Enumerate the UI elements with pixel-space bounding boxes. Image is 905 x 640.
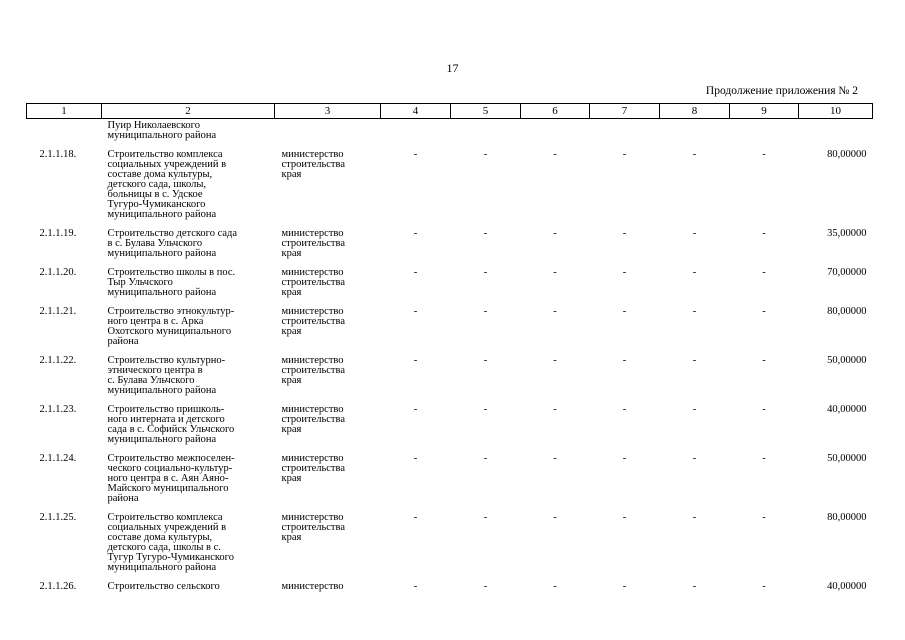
executor-line: края — [281, 287, 302, 298]
executor-line: края — [281, 532, 302, 543]
row-total: 50,00000 — [827, 355, 867, 366]
empty-cell — [381, 119, 451, 142]
executor-line: строительства — [281, 238, 346, 249]
executor-line: края — [281, 326, 302, 337]
dash-cell: - — [483, 228, 488, 239]
executor-line: строительства — [281, 414, 346, 425]
row-total: 40,00000 — [827, 581, 867, 592]
row-executor-cell — [275, 573, 381, 592]
name-line: Тугур Тугуро-Чумиканского — [107, 552, 234, 563]
continued-row — [27, 119, 873, 142]
name-line: муниципального района — [107, 385, 217, 396]
dash-cell: - — [413, 228, 418, 239]
name-line: района — [107, 336, 139, 347]
table-body — [27, 119, 873, 593]
executor-line: строительства — [281, 159, 346, 170]
executor-line: строительства — [281, 365, 346, 376]
table-row — [27, 141, 873, 220]
name-line: социальных учреждений в — [107, 159, 227, 170]
name-line: муниципального района — [107, 209, 217, 220]
row-number: 2.1.1.24. — [39, 453, 77, 464]
executor-line: министерство — [281, 228, 344, 239]
column-header: 8 — [660, 104, 730, 119]
row-executor-cell — [275, 298, 381, 347]
dash-cell: - — [483, 453, 488, 464]
name-line: Строительство сельского — [107, 581, 220, 592]
name-line: Тугуро-Чумиканского — [107, 199, 206, 210]
executor-line: края — [281, 424, 302, 435]
row-number: 2.1.1.18. — [39, 149, 77, 160]
name-line: ного центра в с. Аян Аяно- — [107, 473, 229, 484]
executor-line: министерство — [281, 149, 344, 160]
program-table — [26, 103, 873, 592]
table-row — [27, 396, 873, 445]
dash-cell: - — [483, 306, 488, 317]
dash-cell: - — [692, 267, 697, 278]
dash-cell: - — [762, 404, 766, 415]
name-line: Строительство этнокультур- — [107, 306, 235, 317]
executor-line: строительства — [281, 277, 346, 288]
dash-cell: - — [553, 355, 557, 366]
dash-cell: - — [483, 267, 488, 278]
dash-cell: - — [762, 228, 766, 239]
dash-cell: - — [483, 404, 488, 415]
table-row — [27, 504, 873, 573]
dash-cell: - — [622, 355, 627, 366]
empty-cell — [660, 119, 730, 142]
name-line: детского сада, школы в с. — [107, 542, 221, 553]
name-line: ного интерната и детского — [107, 414, 225, 425]
executor-line: министерство — [281, 355, 344, 366]
dash-cell: - — [483, 149, 488, 160]
name-line: детского сада, школы, — [107, 179, 207, 190]
row-number: 2.1.1.22. — [39, 355, 77, 366]
row-name-cell — [102, 298, 275, 347]
dash-cell: - — [553, 306, 557, 317]
name-line: муниципального района — [107, 562, 217, 573]
table-row — [27, 573, 873, 592]
row-number: 2.1.1.26. — [39, 581, 77, 592]
dash-cell: - — [762, 306, 766, 317]
dash-cell: - — [413, 453, 418, 464]
dash-cell: - — [622, 512, 627, 523]
name-line: Строительство культурно- — [107, 355, 226, 366]
row-number: 2.1.1.23. — [39, 404, 77, 415]
row-name-cell — [102, 347, 275, 396]
row-total: 40,00000 — [827, 404, 867, 415]
name-line: больницы в с. Удское — [107, 189, 203, 200]
dash-cell: - — [483, 355, 488, 366]
page-number: 17 — [446, 61, 459, 75]
row-number: 2.1.1.21. — [39, 306, 77, 317]
empty-cell — [799, 119, 873, 142]
column-header: 10 — [799, 104, 873, 119]
row-total: 80,00000 — [827, 149, 867, 160]
name-line: муниципального района — [107, 130, 217, 141]
name-line: Тыр Ульчского — [107, 277, 173, 288]
name-line: с. Булава Ульчского — [107, 375, 195, 386]
table-row — [27, 347, 873, 396]
column-header: 3 — [275, 104, 381, 119]
dash-cell: - — [762, 581, 766, 592]
row-total: 80,00000 — [827, 512, 867, 523]
row-total: 50,00000 — [827, 453, 867, 464]
dash-cell: - — [692, 581, 697, 592]
row-executor-cell — [275, 347, 381, 396]
executor-line: министерство — [281, 404, 344, 415]
row-executor-cell — [275, 504, 381, 573]
dash-cell: - — [483, 512, 488, 523]
executor-line: края — [281, 248, 302, 259]
dash-cell: - — [553, 149, 557, 160]
dash-cell: - — [622, 228, 627, 239]
name-line: Строительство школы в пос. — [107, 267, 236, 278]
row-name-cell — [102, 573, 275, 592]
row-total: 35,00000 — [827, 228, 867, 239]
table-row — [27, 298, 873, 347]
table-row — [27, 220, 873, 259]
column-header: 4 — [381, 104, 451, 119]
dash-cell: - — [692, 453, 697, 464]
executor-line: края — [281, 375, 302, 386]
dash-cell: - — [622, 453, 627, 464]
name-line: муниципального района — [107, 287, 217, 298]
table-header — [27, 104, 873, 119]
header-row — [27, 104, 873, 119]
empty-cell — [730, 119, 799, 142]
executor-line: строительства — [281, 316, 346, 327]
dash-cell: - — [553, 267, 557, 278]
table-row — [27, 259, 873, 298]
name-line: муниципального района — [107, 434, 217, 445]
column-header: 6 — [521, 104, 590, 119]
empty-cell — [590, 119, 660, 142]
name-line: ческого социально-культур- — [107, 463, 233, 474]
dash-cell: - — [483, 581, 488, 592]
executor-line: министерство — [281, 306, 344, 317]
dash-cell: - — [622, 581, 627, 592]
name-line: Строительство детского сада — [107, 228, 238, 239]
dash-cell: - — [762, 149, 766, 160]
name-line: социальных учреждений в — [107, 522, 227, 533]
executor-line: министерство — [281, 267, 344, 278]
dash-cell: - — [762, 512, 766, 523]
dash-cell: - — [762, 267, 766, 278]
row-executor-cell — [275, 396, 381, 445]
executor-line: строительства — [281, 522, 346, 533]
executor-line: министерство — [281, 512, 344, 523]
name-line: в с. Булава Ульчского — [107, 238, 203, 249]
name-line: Пуир Николаевского — [107, 120, 200, 131]
name-line: района — [107, 493, 139, 504]
column-header: 2 — [102, 104, 275, 119]
row-executor-cell — [275, 259, 381, 298]
executor-line: министерство — [281, 453, 344, 464]
row-executor-cell — [275, 220, 381, 259]
name-line: Строительство пришколь- — [107, 404, 225, 415]
row-executor-cell — [275, 445, 381, 504]
column-header: 9 — [730, 104, 799, 119]
row-number: 2.1.1.20. — [39, 267, 77, 278]
name-line: составе дома культуры, — [107, 532, 213, 543]
dash-cell: - — [692, 306, 697, 317]
executor-line: министерство — [281, 581, 344, 592]
row-name-cell — [102, 504, 275, 573]
name-line: муниципального района — [107, 248, 217, 259]
empty-cell — [521, 119, 590, 142]
continuation-label: Продолжение приложения № 2 — [705, 85, 858, 97]
continued-name-cell — [102, 119, 275, 142]
dash-cell: - — [762, 355, 766, 366]
row-name-cell — [102, 141, 275, 220]
dash-cell: - — [692, 355, 697, 366]
name-line: этнического центра в — [107, 365, 203, 376]
dash-cell: - — [553, 228, 557, 239]
executor-line: строительства — [281, 463, 346, 474]
empty-cell — [27, 119, 102, 142]
name-line: Строительство комплекса — [107, 512, 223, 523]
dash-cell: - — [692, 228, 697, 239]
name-line: Строительство комплекса — [107, 149, 223, 160]
dash-cell: - — [553, 404, 557, 415]
dash-cell: - — [622, 267, 627, 278]
row-number: 2.1.1.25. — [39, 512, 77, 523]
dash-cell: - — [692, 404, 697, 415]
name-line: составе дома культуры, — [107, 169, 213, 180]
dash-cell: - — [762, 453, 766, 464]
name-line: ного центра в с. Арка — [107, 316, 204, 327]
dash-cell: - — [622, 404, 627, 415]
table-row — [27, 445, 873, 504]
row-name-cell — [102, 220, 275, 259]
empty-cell — [451, 119, 521, 142]
row-number: 2.1.1.19. — [39, 228, 77, 239]
row-total: 70,00000 — [827, 267, 867, 278]
dash-cell: - — [413, 512, 418, 523]
column-header: 5 — [451, 104, 521, 119]
dash-cell: - — [413, 306, 418, 317]
dash-cell: - — [692, 149, 697, 160]
dash-cell: - — [553, 453, 557, 464]
name-line: Майского муниципального — [107, 483, 229, 494]
dash-cell: - — [622, 306, 627, 317]
dash-cell: - — [553, 581, 557, 592]
name-line: Охотского муниципального — [107, 326, 232, 337]
row-name-cell — [102, 445, 275, 504]
dash-cell: - — [553, 512, 557, 523]
row-name-cell — [102, 396, 275, 445]
dash-cell: - — [413, 404, 418, 415]
name-line: сада в с. Софийск Ульчского — [107, 424, 235, 435]
executor-line: края — [281, 473, 302, 484]
row-executor-cell — [275, 141, 381, 220]
dash-cell: - — [413, 267, 418, 278]
dash-cell: - — [413, 355, 418, 366]
row-total: 80,00000 — [827, 306, 867, 317]
column-header: 1 — [27, 104, 102, 119]
row-name-cell — [102, 259, 275, 298]
dash-cell: - — [413, 581, 418, 592]
dash-cell: - — [692, 512, 697, 523]
executor-line: края — [281, 169, 302, 180]
dash-cell: - — [622, 149, 627, 160]
empty-cell — [275, 119, 381, 142]
name-line: Строительство межпоселен- — [107, 453, 235, 464]
column-header: 7 — [590, 104, 660, 119]
dash-cell: - — [413, 149, 418, 160]
